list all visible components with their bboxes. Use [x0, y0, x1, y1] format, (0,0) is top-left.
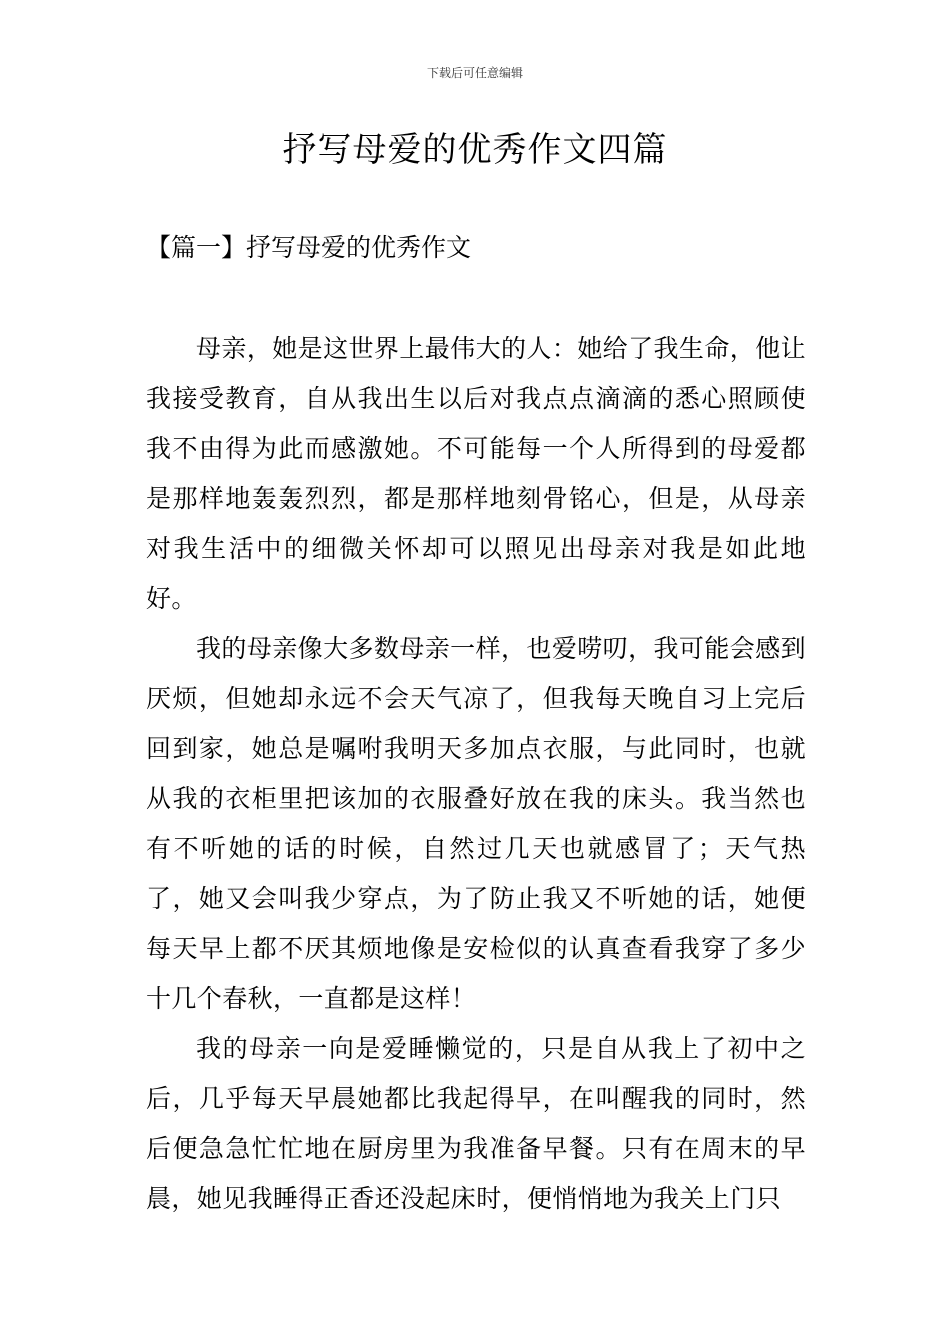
header-note: 下载后可任意编辑 — [426, 66, 523, 80]
document-title: 抒写母爱的优秀作文四篇 — [282, 130, 668, 170]
paragraph-3: 我的母亲一向是爱睡懒觉的，只是自从我上了初中之后，几乎每天早晨她都比我起得早，在叫醒我的同时，然后便急急忙忙地在厨房里为我准备早餐。只有在周末的早晨，她见我睡得正香还没起床时，便悄悄地为我关上门只 — [146, 1034, 806, 1213]
body-text — [146, 324, 806, 1224]
section-heading: 【篇一】抒写母爱的优秀作文 — [146, 233, 472, 262]
paragraph-2: 我的母亲像大多数母亲一样，也爱唠叨，我可能会感到厌烦，但她却永远不会天气凉了，但我每天晚自习上完后回到家，她总是嘱咐我明天多加点衣服，与此同时，也就从我的衣柜里把该加的衣服叠好放在我的床头。我当然也有不听她的话的时候，自然过几天也就感冒了；天气热了，她又会叫我少穿点，为了防止我又不听她的话，她便每天早上都不厌其烦地像是安检似的认真查看我穿了多少十几个春秋，一直都是这样！ — [146, 634, 806, 1013]
paragraph-1: 母亲，她是这世界上最伟大的人：她给了我生命，他让我接受教育，自从我出生以后对我点点滴滴的悉心照顾使我不由得为此而感激她。不可能每一个人所得到的母爱都是那样地轰轰烈烈，都是那样地刻骨铭心，但是，从母亲对我生活中的细微关怀却可以照见出母亲对我是如此地好。 — [146, 334, 806, 613]
